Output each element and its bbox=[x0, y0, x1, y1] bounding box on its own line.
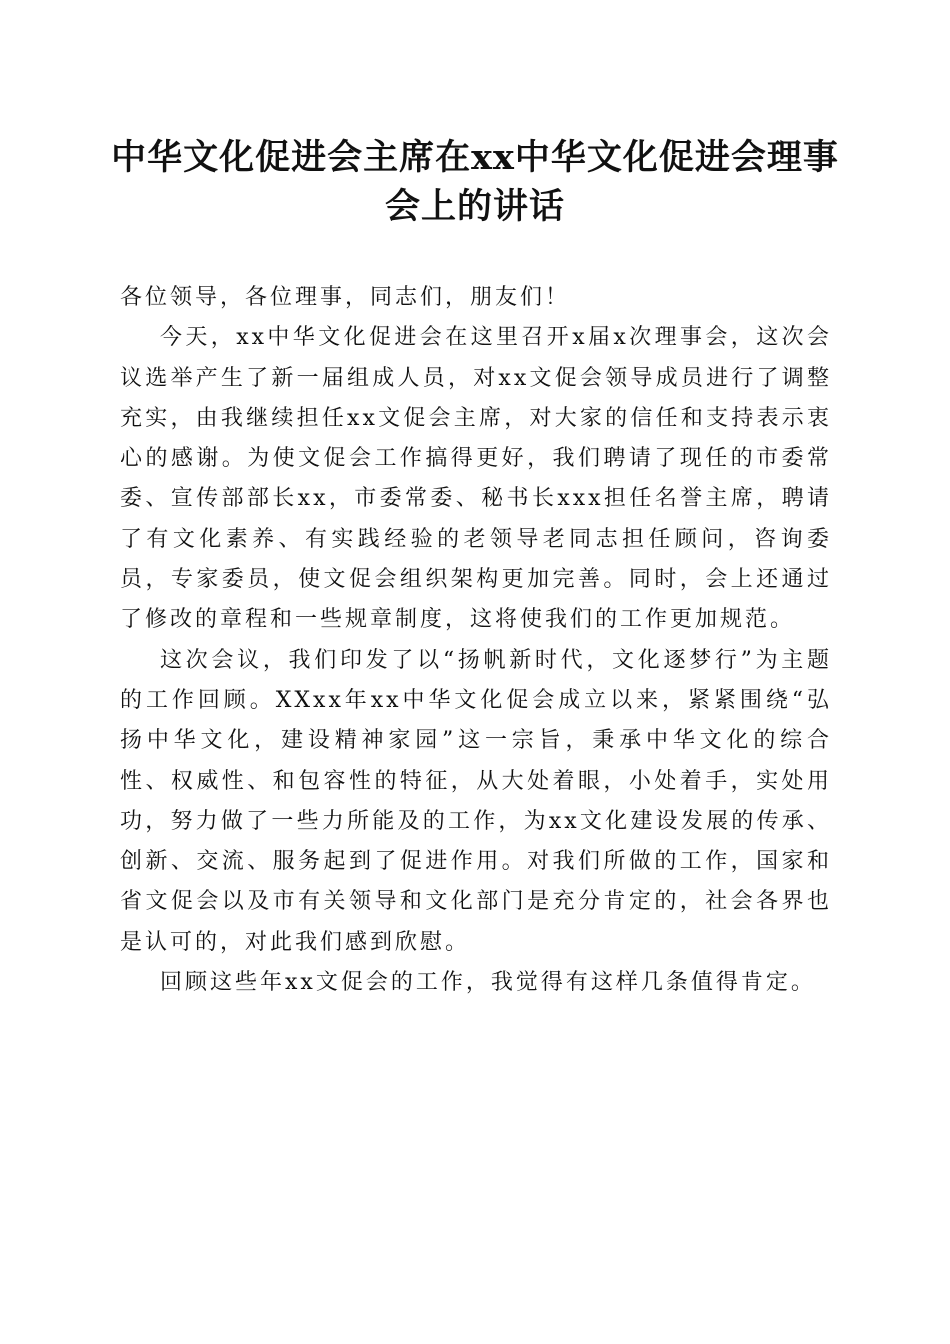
salutation: 各位领导，各位理事，同志们，朋友们！ bbox=[120, 285, 571, 310]
document-title: 中华文化促进会主席在xx中华文化促进会理事会上的讲话 bbox=[111, 137, 839, 227]
paragraph: 今天，xx中华文化促进会在这里召开x届x次理事会，这次会议选举产生了新一届组成人员，对xx文促会领导成员进行了调整充实，由我继续担任xx文促会主席，对大家的信任和支持表示衷心的感谢。为使文促会工作搞得更好，我们聘请了现任的市委常委、宣传部部长xx，市委常委、秘书长xxx担任名誉主席，聘请了有文化素养、有实践经验的老领导老同志担任顾问，咨询委员，专家委员，使文促会组织架构更加完善。同时，会上还通过了修改的章程和一些规章制度，这将使我们的工作更加规范。 bbox=[120, 325, 832, 633]
document-body bbox=[120, 278, 832, 1003]
paragraph: 回顾这些年xx文促会的工作，我觉得有这样几条值得肯定。 bbox=[160, 970, 816, 996]
paragraph: 这次会议，我们印发了以“扬帆新时代，文化逐梦行”为主题的工作回顾。XXxx年xx中华文化促会成立以来，紧紧围绕“弘扬中华文化，建设精神家园”这一宗旨，秉承中华文化的综合性、权威性、和包容性的特征，从大处着眼，小处着手，实处用功，努力做了一些力所能及的工作，为xx文化建设发展的传承、创新、交流、服务起到了促进作用。对我们所做的工作，国家和省文促会以及市有关领导和文化部门是充分肯定的，社会各界也是认可的，对此我们感到欣慰。 bbox=[120, 647, 832, 955]
